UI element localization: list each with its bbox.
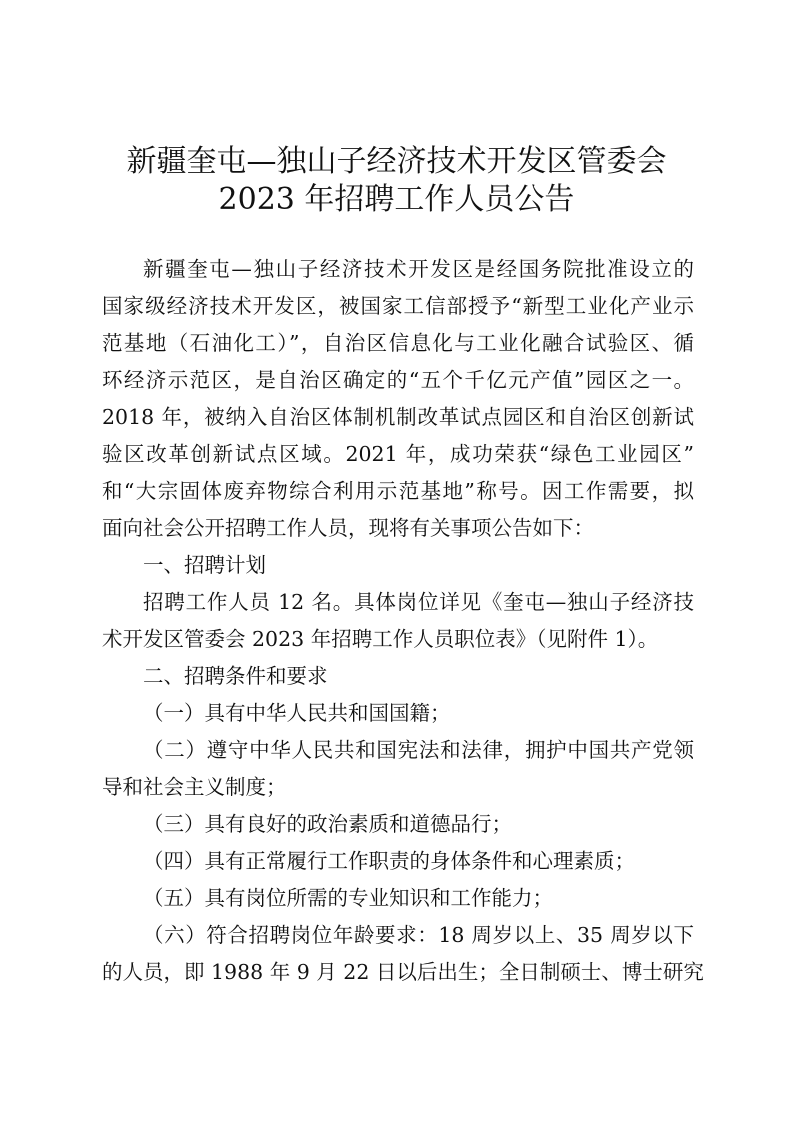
document-title-line-2: 2023 年招聘工作人员公告 [218,182,575,217]
body-line: 国家级经济技术开发区，被国家工信部授予“新型工业化产业示 [102,294,694,318]
body-line: 招聘工作人员 12 名。具体岗位详见《奎屯—独山子经济技 [143,590,694,614]
section-heading-recruitment-plan: 一、招聘计划 [143,553,266,577]
body-line: 验区改革创新试点区域。2021 年，成功荣获“绿色工业园区” [102,442,694,466]
body-line: 新疆奎屯—独山子经济技术开发区是经国务院批准设立的 [143,257,694,281]
requirement-item: （五）具有岗位所需的专业知识和工作能力； [143,886,553,910]
section-heading-requirements: 二、招聘条件和要求 [143,664,328,688]
body-line: 2018 年，被纳入自治区体制机制改革试点园区和自治区创新试 [102,405,694,429]
body-line: 范基地（石油化工）”，自治区信息化与工业化融合试验区、循 [102,331,694,355]
body-line: 面向社会公开招聘工作人员，现将有关事项公告如下： [102,516,594,540]
requirement-item: （六）符合招聘岗位年龄要求：18 周岁以上、35 周岁以下 [143,923,694,947]
document-body [102,251,704,991]
body-line: 和“大宗固体废弃物综合利用示范基地”称号。因工作需要，拟 [102,479,694,503]
document-title-line-1: 新疆奎屯—独山子经济技术开发区管委会 [126,144,667,179]
requirement-item-continued: 导和社会主义制度； [102,775,287,799]
body-line: 术开发区管委会 2023 年招聘工作人员职位表》（见附件 1）。 [102,627,659,651]
requirement-item: （一）具有中华人民共和国国籍； [143,701,451,725]
requirement-item: （二）遵守中华人民共和国宪法和法律，拥护中国共产党领 [143,738,694,762]
requirement-item: （四）具有正常履行工作职责的身体条件和心理素质； [143,849,635,873]
requirement-item: （三）具有良好的政治素质和道德品行； [143,812,512,836]
body-line: 环经济示范区，是自治区确定的“五个千亿元产值”园区之一。 [102,368,694,392]
requirement-item-continued: 的人员，即 1988 年 9 月 22 日以后出生；全日制硕士、博士研究 [102,960,704,984]
